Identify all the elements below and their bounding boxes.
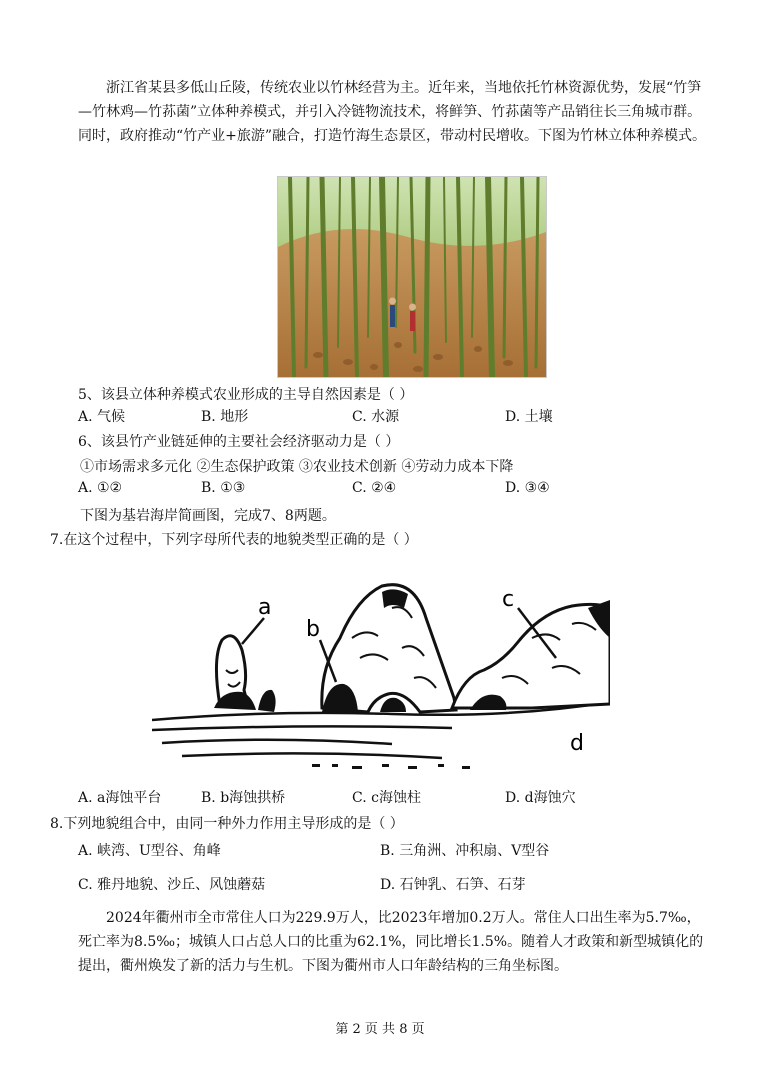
question-6-statements: ①市场需求多元化 ②生态保护政策 ③农业技术创新 ④劳动力成本下降 bbox=[80, 459, 514, 475]
passage-quzhou-population: 2024年衢州市全市常住人口为229.9万人，比2023年增加0.2万人。常住人口出生率为5.7‰，死亡率为8.5‰；城镇人口占总人口的比重为62.1%，同比增长1.5%。随着人才政策和新型城镇化的提出，衢州焕发了新的活力与生机。下图为衢州市人口年龄结构的三角坐标图。 bbox=[78, 910, 704, 974]
coast-label-b: b bbox=[306, 617, 320, 642]
question-5-option-d[interactable]: D. 土壤 bbox=[505, 409, 553, 425]
coast-label-a: a bbox=[258, 595, 272, 620]
question-6-stem: 6、该县竹产业链延伸的主要社会经济驱动力是（ ） bbox=[78, 434, 400, 450]
bamboo-forest-illustration bbox=[278, 177, 546, 377]
question-7-option-d[interactable]: D. d海蚀穴 bbox=[505, 790, 576, 806]
question-8-stem: 8.下列地貌组合中，由同一种外力作用主导形成的是（ ） bbox=[50, 816, 404, 832]
coast-intro: 下图为基岩海岸简画图，完成7、8两题。 bbox=[80, 508, 336, 524]
bamboo-forest-photo bbox=[277, 176, 547, 378]
question-8-option-d[interactable]: D. 石钟乳、石笋、石芽 bbox=[380, 877, 526, 893]
question-8-option-c[interactable]: C. 雅丹地貌、沙丘、风蚀蘑菇 bbox=[78, 877, 266, 893]
question-5-option-c[interactable]: C. 水源 bbox=[352, 409, 400, 425]
question-8-option-a[interactable]: A. 峡湾、U型谷、角峰 bbox=[78, 843, 221, 859]
question-5-option-b[interactable]: B. 地形 bbox=[201, 409, 249, 425]
question-6-option-d[interactable]: D. ③④ bbox=[505, 480, 550, 496]
bedrock-coast-drawing bbox=[152, 578, 610, 778]
question-7-option-b[interactable]: B. b海蚀拱桥 bbox=[201, 790, 286, 806]
coast-label-d: d bbox=[570, 731, 584, 756]
question-7-stem: 7.在这个过程中，下列字母所代表的地貌类型正确的是（ ） bbox=[50, 532, 418, 548]
page-footer: 第 2 页 共 8 页 bbox=[335, 1022, 425, 1037]
bedrock-coast-figure bbox=[152, 578, 610, 778]
coast-label-c: c bbox=[502, 587, 515, 612]
question-7-option-a[interactable]: A. a海蚀平台 bbox=[78, 790, 162, 806]
question-5-option-a[interactable]: A. 气候 bbox=[78, 409, 126, 425]
question-8-option-b[interactable]: B. 三角洲、冲积扇、V型谷 bbox=[380, 843, 550, 859]
question-6-option-c[interactable]: C. ②④ bbox=[352, 480, 397, 496]
question-5-stem: 5、该县立体种养模式农业形成的主导自然因素是（ ） bbox=[78, 387, 414, 403]
question-6-option-b[interactable]: B. ①③ bbox=[201, 480, 246, 496]
question-7-option-c[interactable]: C. c海蚀柱 bbox=[352, 790, 421, 806]
passage-bamboo: 浙江省某县多低山丘陵，传统农业以竹林经营为主。近年来，当地依托竹林资源优势，发展“竹笋—竹林鸡—竹荪菌”立体种养模式，并引入冷链物流技术，将鲜笋、竹荪菌等产品销往长三角城市群。同时，政府推动“竹产业+旅游”融合，打造竹海生态景区，带动村民增收。下图为竹林立体种养模式。 bbox=[78, 80, 707, 144]
question-6-option-a[interactable]: A. ①② bbox=[78, 480, 123, 496]
